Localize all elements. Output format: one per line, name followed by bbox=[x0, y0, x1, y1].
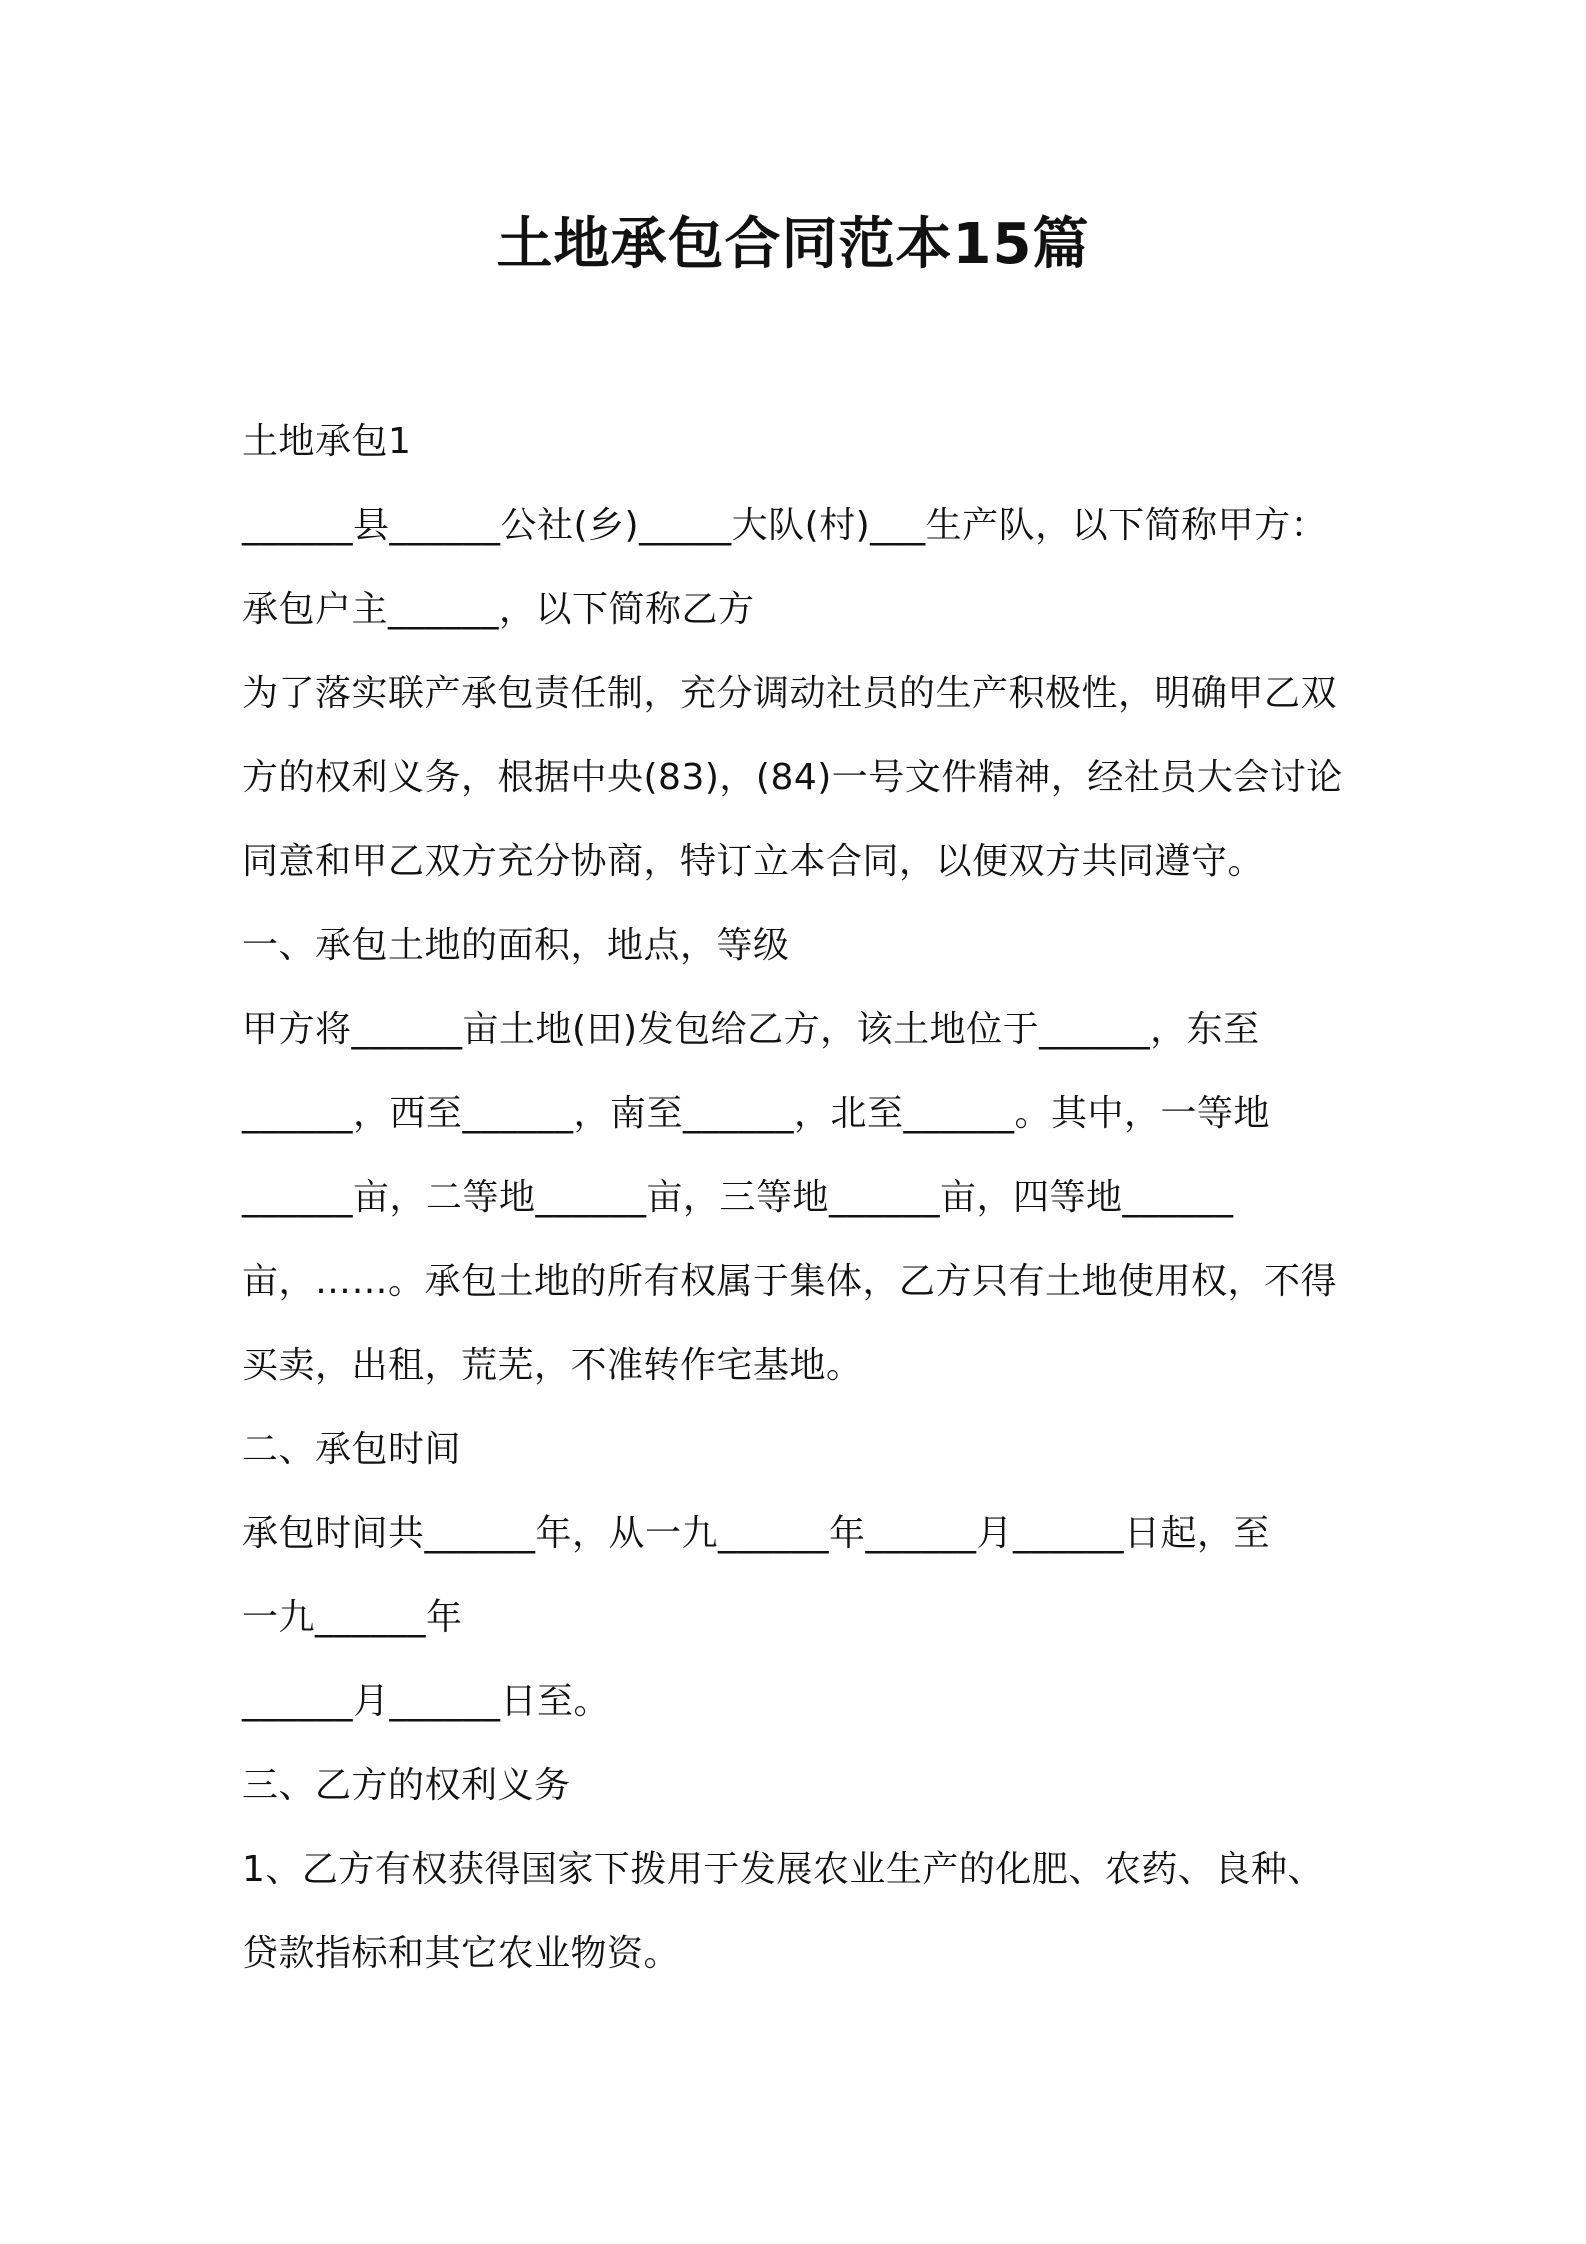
paragraph-line: 买卖，出租，荒芜，不准转作宅基地。 bbox=[242, 1345, 863, 1386]
paragraph-line: 方的权利义务，根据中央(83)，(84)一号文件精神，经社员大会讨论 bbox=[242, 757, 1343, 798]
paragraph-line: 为了落实联产承包责任制，充分调动社员的生产积极性，明确甲乙双 bbox=[242, 673, 1338, 714]
document-body bbox=[242, 400, 1362, 1996]
paragraph-line: ______月______日至。 bbox=[242, 1681, 611, 1722]
section-heading: 一、承包土地的面积，地点，等级 bbox=[242, 925, 790, 966]
paragraph-line: 承包户主______，以下简称乙方 bbox=[242, 589, 755, 630]
section-heading: 三、乙方的权利义务 bbox=[242, 1765, 571, 1806]
paragraph-line: 甲方将______亩土地(田)发包给乙方，该土地位于______，东至 bbox=[242, 1009, 1260, 1050]
section-heading: 土地承包1 bbox=[242, 421, 412, 462]
paragraph-line: 亩，……。承包土地的所有权属于集体，乙方只有土地使用权，不得 bbox=[242, 1261, 1338, 1302]
section-heading: 二、承包时间 bbox=[242, 1429, 462, 1470]
paragraph-line: ______，西至______，南至______，北至______。其中，一等地 bbox=[242, 1093, 1271, 1134]
paragraph-line: 1、乙方有权获得国家下拨用于发展农业生产的化肥、农药、良种、 bbox=[242, 1849, 1324, 1890]
document-title: 土地承包合同范本15篇 bbox=[496, 212, 1090, 277]
paragraph-line: ______亩，二等地______亩，三等地______亩，四等地______ bbox=[242, 1177, 1234, 1218]
paragraph-line: 承包时间共______年，从一九______年______月______日起，至 bbox=[242, 1513, 1271, 1554]
paragraph-line: ______县______公社(乡)_____大队(村)___生产队，以下简称甲方： bbox=[242, 505, 1328, 546]
paragraph-line: 同意和甲乙双方充分协商，特订立本合同，以便双方共同遵守。 bbox=[242, 841, 1265, 882]
paragraph-line: 一九______年 bbox=[242, 1597, 463, 1638]
paragraph-line: 贷款指标和其它农业物资。 bbox=[242, 1933, 681, 1974]
